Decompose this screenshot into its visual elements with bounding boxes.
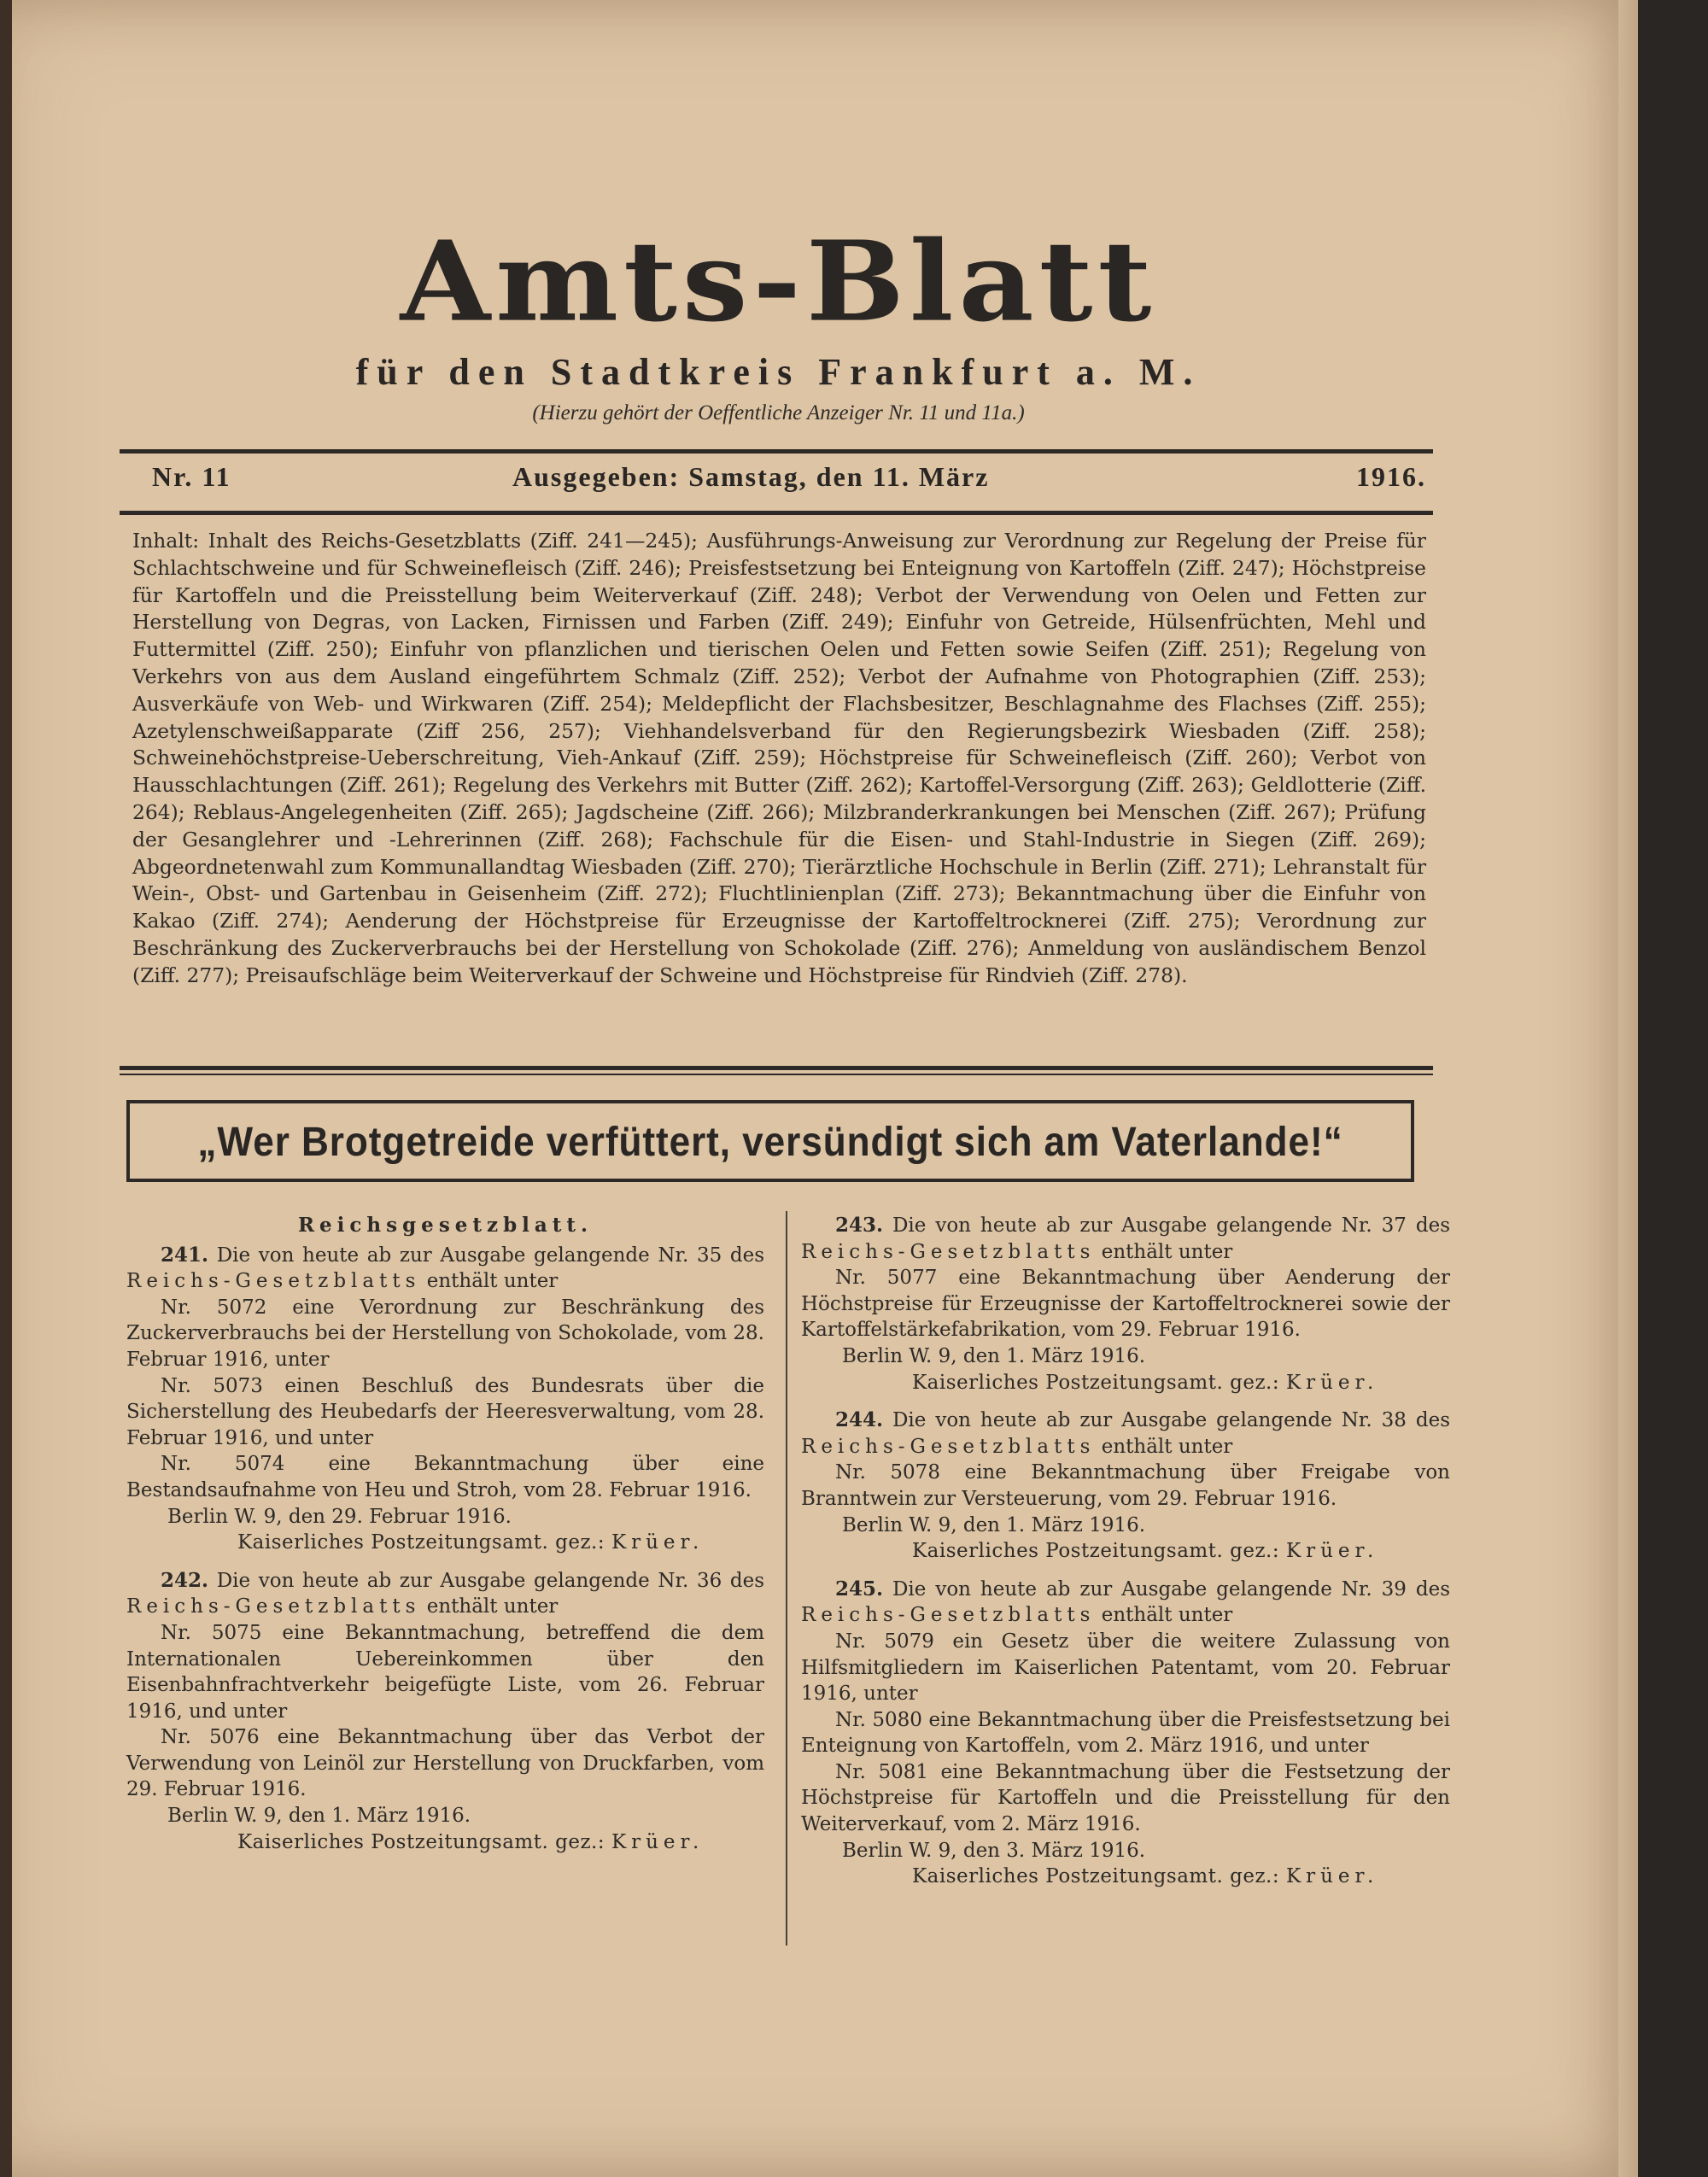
signature-line: Kaiserliches Postzeitungsamt. gez.: Krüer. bbox=[912, 1371, 1379, 1394]
section-heading: Reichsgesetzblatt. bbox=[297, 1214, 594, 1237]
entry-paragraph: Nr. 5073 einen Beschluß des Bundesrats über die Sicherstellung des Heubedarfs der Heeresverwaltung, vom 28. Februar 1916, und unter bbox=[126, 1374, 764, 1449]
entry-paragraph: Nr. 5081 eine Bekanntmachung über die Festsetzung der Höchstpreise für Kartoffeln und die Preisstellung für den Weiterverkauf, vom 2. März 1916. bbox=[801, 1760, 1450, 1836]
contents-rule-1 bbox=[120, 1066, 1433, 1070]
issue-date: Ausgegeben: Samstag, den 11. März bbox=[512, 461, 990, 492]
entry-241-intro: 241. Die von heute ab zur Ausgabe gelangende Nr. 35 des Reichs-Gesetzblatts enthält unter bbox=[126, 1243, 764, 1293]
place-date: Berlin W. 9, den 1. März 1916. bbox=[842, 1513, 1146, 1536]
right-column bbox=[801, 1213, 1450, 1890]
slogan-text: „Wer Brotgetreide verfüttert, versündigt sich am Vaterlande!“ bbox=[197, 1120, 1343, 1165]
place-date: Berlin W. 9, den 3. März 1916. bbox=[842, 1839, 1146, 1862]
entry-242-intro: 242. Die von heute ab zur Ausgabe gelangende Nr. 36 des Reichs-Gesetzblatts enthält unter bbox=[126, 1568, 764, 1618]
signature-line: Kaiserliches Postzeitungsamt. gez.: Krüer. bbox=[912, 1865, 1379, 1888]
entry-244-intro: 244. Die von heute ab zur Ausgabe gelangende Nr. 38 des Reichs-Gesetzblatts enthält unter bbox=[801, 1408, 1450, 1458]
contents-rule-2 bbox=[120, 1074, 1433, 1075]
entry-number: 241. bbox=[161, 1243, 209, 1267]
entry-number: 243. bbox=[835, 1214, 884, 1237]
masthead-subtitle: für den Stadtkreis Frankfurt a. M. bbox=[355, 351, 1202, 393]
table-of-contents: Inhalt: Inhalt des Reichs-Gesetzblatts (Ziff. 241—245); Ausführungs-Anweisung zur Verordnung zur Regelung der Preise für Schlachtschweine und für Schweinefleisch (Ziff. 246); Preisfestsetzung bei Enteignung von Kartoffeln (Ziff. 247); Höchstpreise für Kartoffeln und die Preisstellung beim Weiterverkauf (Ziff. 248); Verbot der Verwendung von Oelen und Fetten zur Herstellung von Degras, von Lacken, Firnissen und Farben (Ziff. 249); Einfuhr von Getreide, Hülsenfrüchten, Mehl und Futtermittel (Ziff. 250); Einfuhr von pflanzlichen und tierischen Oelen und Fetten sowie Seifen (Ziff. 251); Regelung von Verkehrs von aus dem Ausland eingeführtem Schmalz (Ziff. 252); Verbot der Aufnahme von Photographien (Ziff. 253); Ausverkäufe von Web- und Wirkwaren (Ziff. 254); Meldepflicht der Flachsbesitzer, Beschlagnahme des Flachses (Ziff. 255); Azetylenschweißapparate (Ziff 256, 257); Viehhandelsverband für den Regierungsbezirk Wiesbaden (Ziff. 258); Schweinehöchstpreise-Ueberschreitung, Vieh-Ankauf (Ziff. 259); Höchstpreise für Schweinefleisch (Ziff. 260); Verbot von Hausschlachtungen (Ziff. 261); Regelung des Verkehrs mit Butter (Ziff. 262); Kartoffel-Versorgung (Ziff. 263); Geldlotterie (Ziff. 264); Reblaus-Angelegenheiten (Ziff. 265); Jagdscheine (Ziff. 266); Milzbranderkrankungen bei Menschen (Ziff. 267); Prüfung der Gesanglehrer und -Lehrerinnen (Ziff. 268); Fachschule für die Eisen- und Stahl-Industrie in Siegen (Ziff. 269); Abgeordnetenwahl zum Kommunallandtag Wiesbaden (Ziff. 270); Tierärztliche Hochschule in Berlin (Ziff. 271); Lehranstalt für Wein-, Obst- und Gartenbau in Geisenheim (Ziff. 272); Fluchtlinienplan (Ziff. 273); Bekanntmachung über die Einfuhr von Kakao (Ziff. 274); Aenderung der Höchstpreise für Erzeugnisse der Kartoffeltrocknerei (Ziff. 275); Verordnung zur Beschränkung des Zuckerverbrauchs bei der Herstellung von Schokolade (Ziff. 276); Anmeldung von ausländischem Benzol (Ziff. 277); Preisaufschläge beim Weiterverkauf der Schweine und Höchstpreise für Rindvieh (Ziff. 278). bbox=[132, 529, 1426, 987]
entry-number: 244. bbox=[835, 1408, 884, 1432]
issue-rule bbox=[120, 511, 1433, 515]
entry-245-intro: 245. Die von heute ab zur Ausgabe gelangende Nr. 39 des Reichs-Gesetzblatts enthält unter bbox=[801, 1577, 1450, 1627]
slogan-box bbox=[126, 1100, 1414, 1182]
entry-paragraph: Nr. 5074 eine Bekanntmachung über eine Bestandsaufnahme von Heu und Stroh, vom 28. Februar 1916. bbox=[126, 1453, 764, 1501]
place-date: Berlin W. 9, den 1. März 1916. bbox=[842, 1344, 1146, 1367]
masthead-note: (Hierzu gehört der Oeffentliche Anzeiger Nr. 11 und 11a.) bbox=[532, 401, 1025, 424]
issue-year: 1916. bbox=[1356, 461, 1426, 492]
entry-paragraph: Nr. 5079 ein Gesetz über die weitere Zulassung von Hilfsmitgliedern im Kaiserlichen Patentamt, vom 20. Februar 1916, unter bbox=[801, 1630, 1450, 1706]
entry-number: 242. bbox=[161, 1568, 209, 1592]
issue-row bbox=[120, 461, 1426, 499]
left-column bbox=[126, 1213, 764, 1855]
signature-line: Kaiserliches Postzeitungsamt. gez.: Krüer. bbox=[912, 1540, 1379, 1563]
entry-paragraph: Nr. 5078 eine Bekanntmachung über Freigabe von Branntwein zur Versteuerung, vom 29. Februar 1916. bbox=[801, 1461, 1450, 1510]
place-date: Berlin W. 9, den 29. Februar 1916. bbox=[167, 1505, 512, 1528]
entry-paragraph: Nr. 5077 eine Bekanntmachung über Aenderung der Höchstpreise für Erzeugnisse der Kartoffeltrocknerei sowie der Kartoffelstärkefabrikation, vom 29. Februar 1916. bbox=[801, 1267, 1450, 1342]
page-edge bbox=[1618, 0, 1638, 2177]
entry-paragraph: Nr. 5075 eine Bekanntmachung, betreffend die dem Internationalen Uebereinkommen über den Eisenbahnfrachtverkehr beigefügte Liste, vom 26. Februar 1916, und unter bbox=[126, 1621, 764, 1723]
entry-243-intro: 243. Die von heute ab zur Ausgabe gelangende Nr. 37 des Reichs-Gesetzblatts enthält unter bbox=[801, 1214, 1450, 1263]
masthead-title: Amts-Blatt bbox=[400, 217, 1157, 347]
signature-line: Kaiserliches Postzeitungsamt. gez.: Krüer. bbox=[237, 1531, 705, 1554]
entry-number: 245. bbox=[835, 1577, 884, 1601]
place-date: Berlin W. 9, den 1. März 1916. bbox=[167, 1805, 471, 1828]
entry-paragraph: Nr. 5076 eine Bekanntmachung über das Verbot der Verwendung von Leinöl zur Herstellung von Druckfarben, vom 29. Februar 1916. bbox=[126, 1726, 764, 1801]
column-divider bbox=[786, 1211, 787, 1946]
entry-paragraph: Nr. 5072 eine Verordnung zur Beschränkung des Zuckerverbrauchs bei der Herstellung von Schokolade, vom 28. Februar 1916, unter bbox=[126, 1296, 764, 1371]
entry-paragraph: Nr. 5080 eine Bekanntmachung über die Preisfestsetzung bei Enteignung von Kartoffeln, vom 2. März 1916, und unter bbox=[801, 1708, 1450, 1758]
issue-number: Nr. 11 bbox=[152, 461, 231, 492]
signature-line: Kaiserliches Postzeitungsamt. gez.: Krüer. bbox=[237, 1830, 705, 1853]
top-rule bbox=[120, 449, 1433, 454]
